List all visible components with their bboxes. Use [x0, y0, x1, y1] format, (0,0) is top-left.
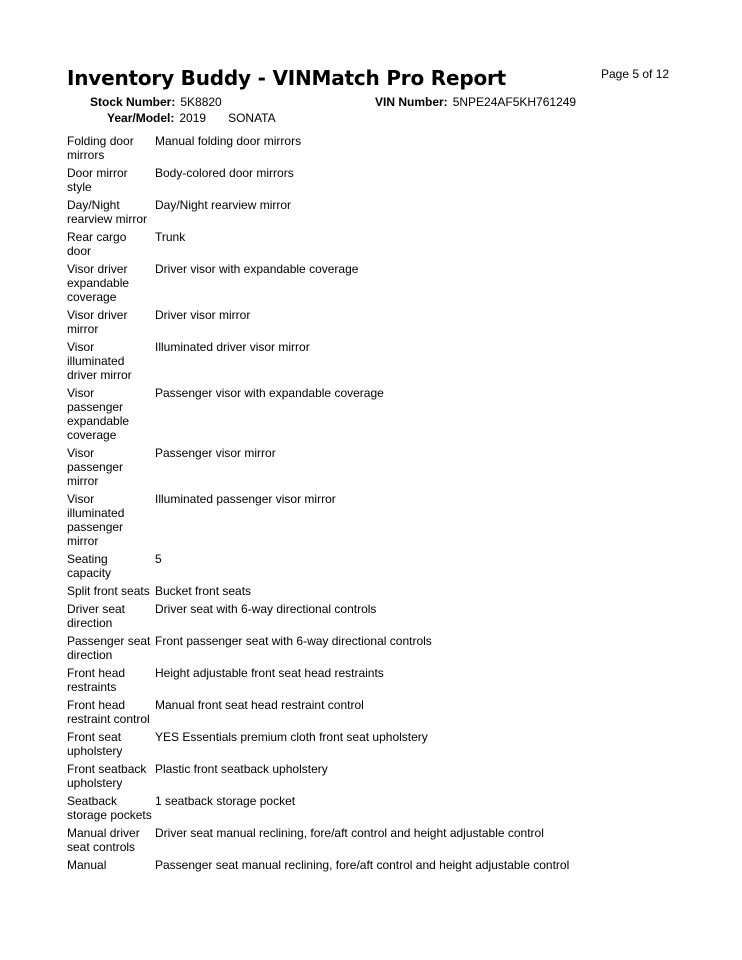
spec-value: Passenger visor mirror [155, 446, 276, 460]
spec-value: Front passenger seat with 6-way directional controls [155, 634, 432, 648]
spec-value: Driver visor with expandable coverage [155, 262, 359, 276]
spec-row [67, 198, 687, 226]
spec-value: YES Essentials premium cloth front seat upholstery [155, 730, 428, 744]
spec-label: Seating capacity [67, 552, 112, 580]
spec-value: Body-colored door mirrors [155, 166, 294, 180]
spec-label: Driver seat direction [67, 602, 126, 630]
spec-row [67, 666, 687, 694]
spec-label: Split front seats [67, 584, 150, 598]
spec-label: Day/Night rearview mirror [67, 198, 148, 226]
vin-number [375, 95, 576, 109]
spec-row [67, 230, 687, 258]
spec-label: Manual [67, 858, 107, 872]
year-model [107, 111, 276, 125]
spec-label: Visor passenger expandable coverage [67, 386, 130, 442]
year-value: 2019 [179, 111, 207, 125]
vin-number-label: VIN Number: [375, 95, 448, 109]
spec-label: Visor illuminated driver mirror [67, 340, 132, 382]
spec-value: Driver seat with 6-way directional controls [155, 602, 377, 616]
spec-row [67, 762, 687, 790]
spec-row [67, 730, 687, 758]
spec-label: Visor illuminated passenger mirror [67, 492, 125, 548]
stock-number-value: 5K8820 [180, 95, 222, 109]
spec-row [67, 698, 687, 726]
spec-value: 1 seatback storage pocket [155, 794, 296, 808]
year-model-label: Year/Model: [107, 111, 175, 125]
spec-row [67, 446, 687, 488]
spec-value: Illuminated passenger visor mirror [155, 492, 336, 506]
page-number: Page 5 of 12 [601, 67, 670, 81]
spec-row [67, 858, 687, 872]
spec-label: Visor passenger mirror [67, 446, 124, 488]
vin-number-value: 5NPE24AF5KH761249 [452, 95, 577, 109]
spec-row [67, 308, 687, 336]
stock-number [90, 95, 222, 109]
stock-number-label: Stock Number: [90, 95, 176, 109]
report-title: Inventory Buddy - VINMatch Pro Report [67, 66, 507, 90]
spec-label: Front head restraint control [67, 698, 150, 726]
spec-label: Door mirror style [67, 166, 128, 194]
spec-label: Seatback storage pockets [67, 794, 152, 822]
spec-row [67, 552, 687, 580]
spec-value: 5 [155, 552, 162, 566]
spec-value: Height adjustable front seat head restraints [155, 666, 384, 680]
spec-list [67, 134, 687, 876]
spec-row [67, 794, 687, 822]
spec-label: Front seatback upholstery [67, 762, 147, 790]
spec-value: Passenger visor with expandable coverage [155, 386, 384, 400]
spec-value: Day/Night rearview mirror [155, 198, 292, 212]
spec-value: Driver seat manual reclining, fore/aft control and height adjustable control [155, 826, 544, 840]
spec-value: Passenger seat manual reclining, fore/aft control and height adjustable control [155, 858, 570, 872]
spec-row [67, 826, 687, 854]
spec-row [67, 492, 687, 548]
spec-row [67, 340, 687, 382]
spec-row [67, 262, 687, 304]
spec-row [67, 584, 687, 598]
spec-value: Manual front seat head restraint control [155, 698, 364, 712]
spec-row [67, 386, 687, 442]
spec-label: Folding door mirrors [67, 134, 134, 162]
spec-label: Visor driver mirror [67, 308, 128, 336]
spec-label: Visor driver expandable coverage [67, 262, 130, 304]
spec-label: Passenger seat direction [67, 634, 151, 662]
spec-row [67, 634, 687, 662]
spec-row [67, 602, 687, 630]
spec-label: Rear cargo door [67, 230, 127, 258]
spec-label: Manual driver seat controls [67, 826, 140, 854]
spec-value: Manual folding door mirrors [155, 134, 302, 148]
spec-value: Driver visor mirror [155, 308, 251, 322]
spec-value: Bucket front seats [155, 584, 252, 598]
spec-label: Front seat upholstery [67, 730, 123, 758]
model-value: SONATA [228, 111, 276, 125]
spec-value: Plastic front seatback upholstery [155, 762, 328, 776]
spec-value: Trunk [155, 230, 186, 244]
spec-label: Front head restraints [67, 666, 126, 694]
spec-row [67, 134, 687, 162]
spec-value: Illuminated driver visor mirror [155, 340, 310, 354]
spec-row [67, 166, 687, 194]
